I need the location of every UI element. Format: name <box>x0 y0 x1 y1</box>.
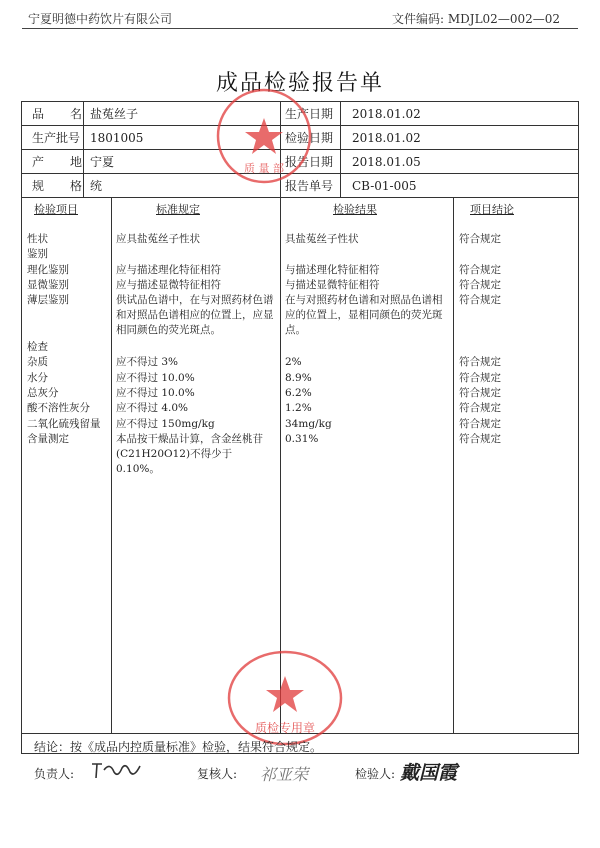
stamp-sub-text: 质检专用章 <box>254 721 316 735</box>
inspector-signature: 戴国霞 <box>400 762 458 784</box>
page-header <box>0 0 600 32</box>
production-date-label: 生产日期 <box>285 107 334 121</box>
responsible-signature <box>88 758 148 782</box>
row-standard: 应具盐菟丝子性状 <box>116 233 200 245</box>
row-conclusion: 符合规定 <box>459 433 501 445</box>
document-number: 文件编码: MDJL02—002—02 <box>392 12 560 26</box>
row-conclusion: 符合规定 <box>459 294 501 306</box>
row-item: 杂质 <box>27 356 48 368</box>
row-conclusion: 符合规定 <box>459 233 501 245</box>
product-name-label: 品 名 <box>32 107 82 121</box>
row-conclusion: 符合规定 <box>459 279 501 291</box>
report-number-value: CB-01-005 <box>352 179 417 193</box>
report-date-label: 报告日期 <box>285 155 334 169</box>
row-item: 鉴别 <box>27 248 48 260</box>
production-date-value: 2018.01.02 <box>352 107 421 121</box>
row-standard: 应不得过 3% <box>116 356 178 368</box>
row-result: 1.2% <box>285 402 312 414</box>
col-header-conclusion: 项目结论 <box>470 203 514 216</box>
row-item: 性状 <box>27 233 48 245</box>
row-item: 水分 <box>27 372 48 384</box>
row-item: 二氧化硫残留量 <box>27 418 101 430</box>
inspection-date-label: 检验日期 <box>285 131 334 145</box>
col-header-standard: 标准规定 <box>156 203 200 216</box>
inspection-date-value: 2018.01.02 <box>352 131 421 145</box>
row-item: 总灰分 <box>27 387 59 399</box>
row-item: 理化鉴别 <box>27 264 69 276</box>
row-result: 0.31% <box>285 433 319 445</box>
row-result: 6.2% <box>285 387 312 399</box>
row-result: 在与对照药材色谱和对照品色谱相应的位置上，显相同颜色的荧光斑点。 <box>285 294 443 336</box>
stamp-sub-text: 质 量 部 <box>244 162 284 175</box>
row-conclusion: 符合规定 <box>459 418 501 430</box>
spec-label: 规 格 <box>32 179 82 193</box>
page-title: 成品检验报告单 <box>215 71 384 96</box>
col-header-item: 检验项目 <box>34 203 78 216</box>
row-item: 显微鉴别 <box>27 279 69 291</box>
row-standard: 应与描述理化特征相符 <box>116 264 221 276</box>
row-conclusion: 符合规定 <box>459 264 501 276</box>
batch-value: 1801005 <box>90 131 144 145</box>
row-item: 酸不溶性灰分 <box>27 402 90 414</box>
row-conclusion: 符合规定 <box>459 356 501 368</box>
col-divider <box>83 101 84 197</box>
col-divider <box>453 197 454 733</box>
batch-label: 生产批号 <box>32 131 81 145</box>
quality-dept-stamp <box>214 86 314 186</box>
row-standard: 应与描述显微特征相符 <box>116 279 221 291</box>
conclusion-text: 结论：按《成品内控质量标准》检验，结果符合规定。 <box>34 740 323 754</box>
reviewer-label: 复核人: <box>197 767 238 781</box>
report-number-label: 报告单号 <box>285 179 334 193</box>
row-conclusion: 符合规定 <box>459 387 501 399</box>
row-standard: 应不得过 10.0% <box>116 387 195 399</box>
row-item: 检查 <box>27 341 48 353</box>
product-name-value: 盐菟丝子 <box>90 107 139 121</box>
col-divider <box>111 197 112 733</box>
report-date-value: 2018.01.05 <box>352 155 421 169</box>
col-header-result: 检验结果 <box>333 203 377 216</box>
row-item: 含量测定 <box>27 433 69 445</box>
header-rule <box>22 28 578 29</box>
row-result: 与描述显微特征相符 <box>285 279 380 291</box>
company-name: 宁夏明德中药饮片有限公司 <box>28 12 173 26</box>
row-standard: 应不得过 150mg/kg <box>116 418 215 430</box>
row-standard: 本品按干燥品计算，含金丝桃苷(C21H20O12)不得少于 0.10%。 <box>116 433 263 475</box>
row-result: 34mg/kg <box>285 418 332 430</box>
row-conclusion: 符合规定 <box>459 372 501 384</box>
row-standard: 应不得过 10.0% <box>116 372 195 384</box>
inspection-seal-stamp <box>225 648 345 748</box>
reviewer-signature: 祁亚荣 <box>260 765 309 784</box>
row-result: 8.9% <box>285 372 312 384</box>
row-item: 薄层鉴别 <box>27 294 69 306</box>
row-divider <box>21 197 579 198</box>
inspector-label: 检验人: <box>355 767 396 781</box>
row-standard: 供试品色谱中，在与对照药材色谱和对照品色谱相应的位置上，应显相同颜色的荧光斑点。 <box>116 294 274 336</box>
spec-value: 统 <box>90 179 103 193</box>
row-result: 具盐菟丝子性状 <box>285 233 359 245</box>
responsible-label: 负责人: <box>34 767 75 781</box>
row-conclusion: 符合规定 <box>459 402 501 414</box>
row-result: 2% <box>285 356 302 368</box>
origin-label: 产 地 <box>32 155 82 169</box>
row-standard: 应不得过 4.0% <box>116 402 189 414</box>
origin-value: 宁夏 <box>90 155 115 169</box>
row-result: 与描述理化特征相符 <box>285 264 380 276</box>
col-divider <box>340 101 341 197</box>
